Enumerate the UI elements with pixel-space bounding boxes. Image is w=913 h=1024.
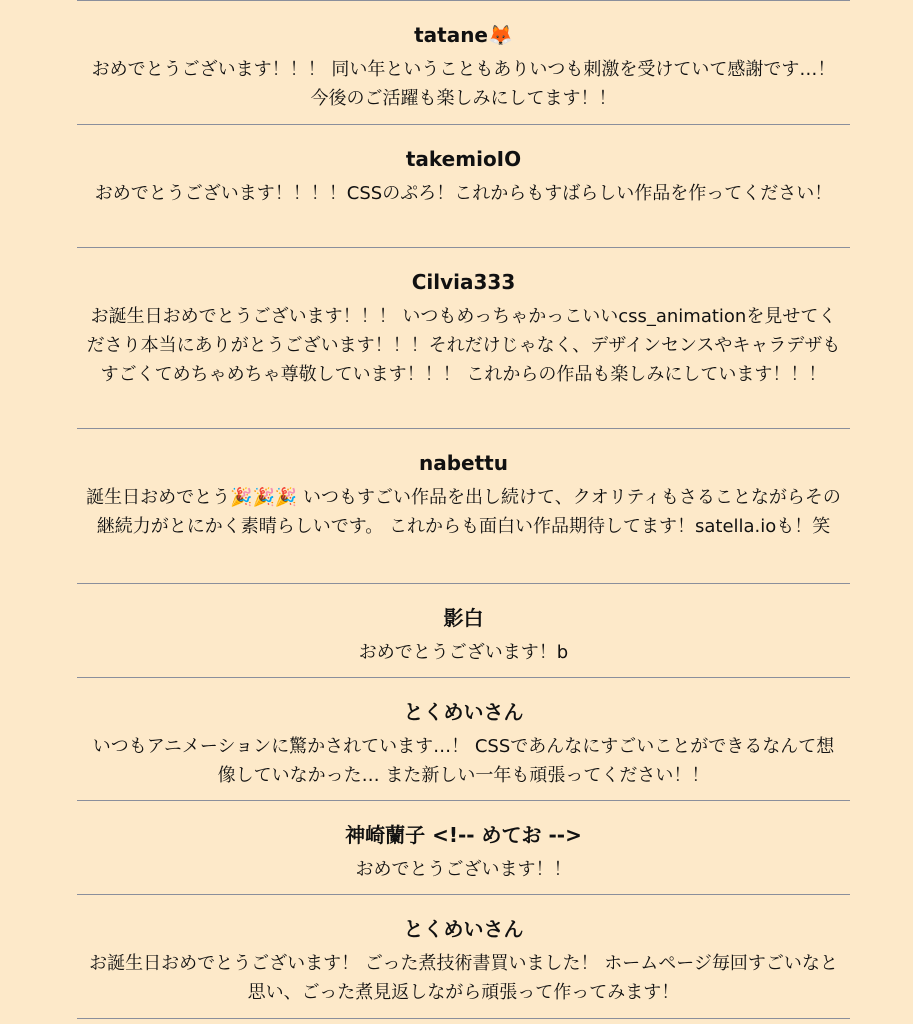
message-author: tatane🦊 [414,23,513,47]
message-card [77,248,850,429]
message-text: おめでとうございます！！！ 同い年ということもありいつも刺激を受けていて感謝です…！ 今後のご活躍も楽しみにしてます！！ [91,59,836,109]
message-card [77,584,850,678]
message-text: おめでとうございます！b [358,642,569,663]
message-text: 誕生日おめでとう🎉🎉🎉 いつもすごい作品を出し続けて、クオリティもさることながらその継続力がとにかく素晴らしいです。 これからも面白い作品期待してます！satella.ioも！笑 [86,487,841,537]
message-author: nabettu [419,451,508,475]
message-card [77,125,850,248]
message-card [77,895,850,1019]
message-author: 影白 [443,606,484,630]
message-card [77,429,850,584]
message-card [77,678,850,801]
message-text: おめでとうございます！！ [355,859,572,880]
message-author: 神崎蘭子 <!-- めてお --> [345,823,582,847]
message-card [77,801,850,895]
message-text: お誕生日おめでとうございます！ ごった煮技術書買いました！ ホームページ毎回すごいなと思い、ごった煮見返しながら頑張って作ってみます！ [89,953,838,1003]
message-author: とくめいさん [403,917,524,941]
message-card [77,1,850,125]
message-list [77,0,850,1019]
message-text: おめでとうございます！！！！CSSのぷろ！これからもすばらしい作品を作ってください！ [94,183,833,204]
message-author: とくめいさん [403,700,524,724]
message-text: いつもアニメーションに驚かされています…！ CSSであんなにすごいことができるなんて想像していなかった… また新しい一年も頑張ってください！！ [92,736,835,786]
message-author: Cilvia333 [411,270,516,294]
message-author: takemioIO [405,147,522,171]
message-text: お誕生日おめでとうございます！！！ いつもめっちゃかっこいいcss_animationを見せてくださり本当にありがとうございます！！！それだけじゃなく、デザインセンスやキャラデザもすごくてめちゃめちゃ尊敬しています！！！ これからの作品も楽しみにしています！！！ [86,306,841,385]
